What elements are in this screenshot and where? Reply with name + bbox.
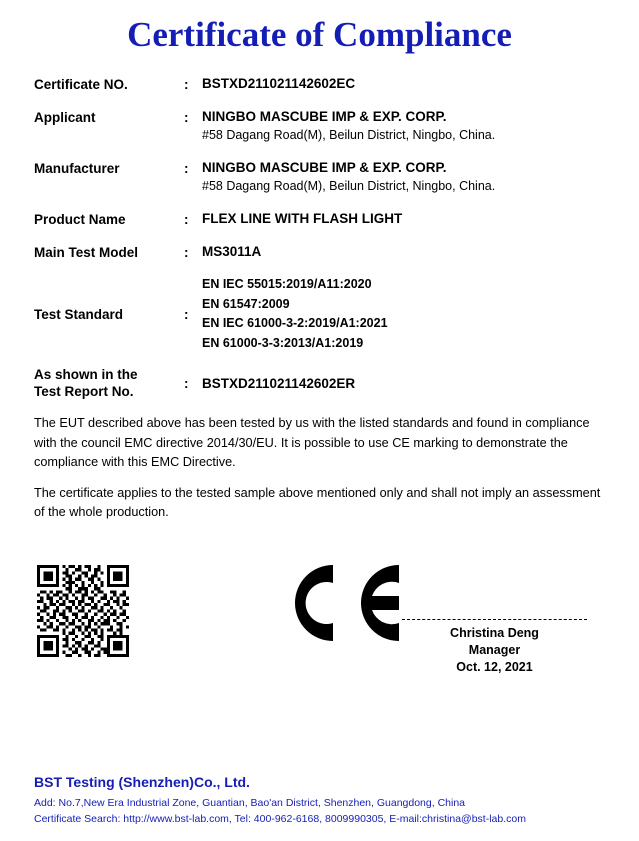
field-colon: : xyxy=(184,212,189,227)
field-row-certificate-no xyxy=(34,74,605,94)
compliance-paragraph-2: The certificate applies to the tested sample above mentioned only and shall not imply an assessment of the whole production. xyxy=(34,485,601,519)
field-value xyxy=(202,107,605,145)
certificate-page xyxy=(0,12,639,841)
field-value xyxy=(202,242,605,261)
test-standard-line: EN IEC 61000-3-2:2019/A1:2021 xyxy=(202,316,388,330)
field-label-line1: As shown in the xyxy=(34,367,138,382)
page-title: Certificate of Compliance xyxy=(127,15,512,54)
test-standard-line: EN 61000-3-3:2013/A1:2019 xyxy=(202,335,364,350)
field-value xyxy=(202,374,605,393)
field-row-main-test-model xyxy=(34,242,605,262)
qr-code-icon xyxy=(37,565,129,657)
field-value-address: #58 Dagang Road(M), Beilun District, Ningbo, China. xyxy=(202,128,496,142)
footer-company-name: BST Testing (Shenzhen)Co., Ltd. xyxy=(34,774,250,790)
field-colon: : xyxy=(184,110,189,125)
field-label: Applicant xyxy=(34,110,96,125)
field-label: Certificate NO. xyxy=(34,77,128,92)
field-value xyxy=(202,275,605,353)
field-value-main: MS3011A xyxy=(202,244,262,259)
field-colon: : xyxy=(184,245,189,260)
field-row-manufacturer xyxy=(34,158,605,196)
test-standard-line: EN 61547:2009 xyxy=(202,296,290,311)
signature-line xyxy=(402,619,587,620)
field-colon: : xyxy=(184,306,189,322)
signature-block xyxy=(402,619,587,676)
field-label: Manufacturer xyxy=(34,161,120,176)
certificate-fields xyxy=(34,74,605,400)
signature-date: Oct. 12, 2021 xyxy=(456,659,533,674)
field-value xyxy=(202,74,605,93)
field-value-main: NINGBO MASCUBE IMP & EXP. CORP. xyxy=(202,109,447,124)
field-label: Product Name xyxy=(34,212,126,227)
field-value-main: BSTXD211021142602ER xyxy=(202,375,356,391)
footer xyxy=(34,772,605,827)
ce-mark-icon xyxy=(279,557,409,649)
field-value-main: BSTXD211021142602EC xyxy=(202,76,356,91)
compliance-paragraph-1: The EUT described above has been tested by us with the listed standards and found in compliance with the council EMC directive 2014/30/EU. It is possible to use CE marking to demonstrate the compliance with this EMC Directive. xyxy=(34,416,590,469)
footer-address: Add: No.7,New Era Industrial Zone, Guantian, Bao'an District, Shenzhen, Guangdong, China xyxy=(34,797,466,809)
field-row-applicant xyxy=(34,107,605,145)
field-row-product-name xyxy=(34,209,605,229)
field-label: Main Test Model xyxy=(34,245,139,260)
field-colon: : xyxy=(184,375,189,391)
field-value xyxy=(202,158,605,196)
field-value-main: NINGBO MASCUBE IMP & EXP. CORP. xyxy=(202,160,447,175)
compliance-statement xyxy=(34,414,605,523)
signer-name: Christina Deng xyxy=(450,625,539,640)
field-label-line2: Test Report No. xyxy=(34,384,134,399)
footer-contact: Certificate Search: http://www.bst-lab.com, Tel: 400-962-6168, 8009990305, E-mail:christina@bst-lab.com xyxy=(34,813,526,825)
field-row-test-standard xyxy=(34,275,605,353)
field-row-test-report-no xyxy=(34,366,605,400)
field-value-address: #58 Dagang Road(M), Beilun District, Ningbo, China. xyxy=(202,179,496,193)
field-colon: : xyxy=(184,77,189,92)
test-standard-line: EN IEC 55015:2019/A11:2020 xyxy=(202,277,372,291)
signer-role: Manager xyxy=(468,642,521,657)
marks-and-signature xyxy=(34,557,605,737)
field-colon: : xyxy=(184,161,189,176)
field-label: Test Standard xyxy=(34,306,124,322)
field-value xyxy=(202,209,605,228)
field-label xyxy=(34,366,184,400)
field-value-main: FLEX LINE WITH FLASH LIGHT xyxy=(202,211,403,226)
